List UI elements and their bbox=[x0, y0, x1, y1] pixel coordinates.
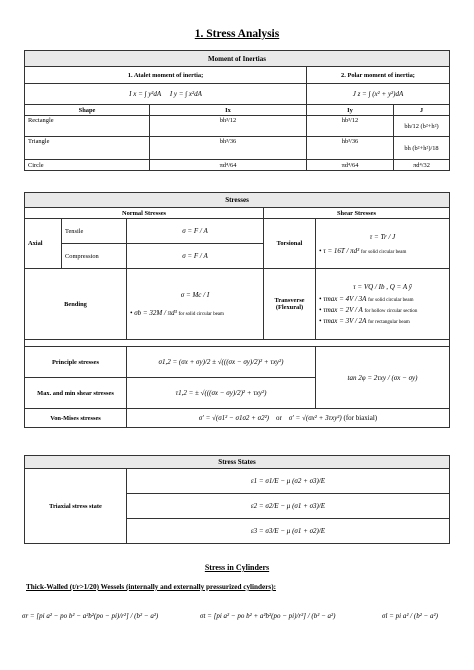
j-cell: bh/12 (b²+h²) bbox=[394, 116, 450, 137]
transverse-2: • τmax = 2V / A bbox=[319, 306, 363, 314]
angle-formula: tan 2φ = 2τxy / (σx − σy) bbox=[316, 347, 450, 409]
col-iy: Iy bbox=[307, 105, 394, 116]
ix-cell: bh³/36 bbox=[150, 137, 307, 160]
ix-cell: πd⁴/64 bbox=[150, 160, 307, 171]
transverse-2-note: for hollow circular section bbox=[364, 309, 418, 314]
tensile-formula: σ = F / A bbox=[127, 219, 264, 244]
iy-cell: hb³/36 bbox=[307, 137, 394, 160]
shear-stresses-header: Shear Stresses bbox=[264, 208, 450, 219]
col-j: J bbox=[394, 105, 450, 116]
moi-header: Moment of Inertias bbox=[25, 51, 450, 67]
principle-label: Principle stresses bbox=[25, 347, 127, 378]
vonmises-or: or bbox=[276, 414, 282, 422]
transverse-label: Transverse (Flexural) bbox=[264, 269, 316, 340]
polar-moi-label: 2. Polar moment of inertia; bbox=[307, 67, 450, 84]
table-row bbox=[25, 160, 450, 171]
bending-label: Bending bbox=[25, 269, 127, 340]
page-title: 1. Stress Analysis bbox=[194, 28, 280, 40]
shape-cell: Circle bbox=[25, 160, 150, 171]
iy-cell: πd⁴/64 bbox=[307, 160, 394, 171]
table-row bbox=[25, 137, 450, 160]
stresses-table bbox=[24, 192, 450, 428]
strain-eq-2: ε2 = σ2/E − μ (σ1 + σ3)/E bbox=[127, 494, 450, 519]
normal-stresses-header: Normal Stresses bbox=[25, 208, 264, 219]
axial-label: Axial bbox=[25, 219, 62, 269]
compression-label: Compression bbox=[62, 244, 127, 269]
transverse-formula: τ = VQ / Ib , Q = A ȳ bbox=[353, 283, 412, 291]
torsion-solid-formula: • τ = 16T / πd³ bbox=[319, 246, 360, 255]
torsion-note: for solid circular beam bbox=[361, 249, 407, 255]
torsion-formula: τ = Tr / J bbox=[369, 232, 396, 241]
torsion-cell bbox=[316, 219, 450, 269]
strain-eq-3: ε3 = σ3/E − μ (σ1 + σ2)/E bbox=[127, 519, 450, 544]
maxshear-label: Max. and min shear stresses bbox=[25, 378, 127, 409]
col-shape: Shape bbox=[25, 105, 150, 116]
j-cell: πd⁴/32 bbox=[394, 160, 450, 171]
triaxial-label: Triaxial stress state bbox=[25, 469, 127, 544]
stress-states-table bbox=[24, 455, 450, 544]
longitudinal-stress-eq: σl = pi a² / (b² − a²) bbox=[382, 612, 438, 620]
iy-formula: I y = ∫ x²dA bbox=[169, 90, 202, 98]
bending-cell bbox=[127, 269, 264, 340]
iy-cell: hb³/12 bbox=[307, 116, 394, 137]
transverse-1-note: for solid circular beam bbox=[368, 298, 414, 303]
tensile-label: Tensile bbox=[62, 219, 127, 244]
axial-moi-formulas bbox=[25, 84, 307, 105]
moment-of-inertia-table bbox=[24, 50, 450, 171]
vonmises-biaxial: (for biaxial) bbox=[343, 414, 378, 422]
j-cell: bh (b²+h²)/18 bbox=[394, 137, 450, 160]
radial-stress-eq: σr = [pi a² − po b² − a²b²(po − pi)/r²] / (b² − a²) bbox=[22, 612, 159, 620]
transverse-3-note: for rectangular beam bbox=[368, 320, 410, 325]
stress-states-header: Stress States bbox=[25, 456, 450, 469]
stresses-header: Stresses bbox=[25, 193, 450, 208]
ix-cell: bh³/12 bbox=[150, 116, 307, 137]
torsional-label: Torsional bbox=[264, 219, 316, 269]
transverse-3: • τmax = 3V / 2A bbox=[319, 317, 367, 325]
transverse-cell bbox=[316, 269, 450, 340]
vonmises-formula-2: σ' = √(σx² + 3τxy²) bbox=[288, 414, 342, 422]
spacer-row bbox=[25, 340, 450, 347]
shape-cell: Rectangle bbox=[25, 116, 150, 137]
bending-solid-formula: • σb = 32M / πd³ bbox=[130, 309, 177, 317]
bending-note: for solid circular beam bbox=[178, 312, 224, 317]
vonmises-formula: σ' = √(σ1² − σ1σ2 + σ2²) bbox=[198, 414, 270, 422]
vonmises-cell bbox=[127, 409, 450, 428]
tangential-stress-eq: σt = [pi a² − po b² + a²b²(po − pi)/r²] / (b² − a²) bbox=[200, 612, 336, 620]
table-row bbox=[25, 116, 450, 137]
bending-formula: σ = Mc / I bbox=[180, 291, 210, 299]
compression-formula: σ = F / A bbox=[127, 244, 264, 269]
vonmises-label: Von-Mises stresses bbox=[25, 409, 127, 428]
cylinders-subtitle: Thick-Walled (t/r>1/20) Wessels (internally and externally pressurized cylinders): bbox=[26, 583, 276, 591]
principle-formula: σ1,2 = (σx + σy)/2 ± √(((σx − σy)/2)² + τxy²) bbox=[127, 347, 316, 378]
cylinders-title: Stress in Cylinders bbox=[204, 563, 270, 572]
col-ix: Ix bbox=[150, 105, 307, 116]
maxshear-formula: τ1,2 = ± √(((σx − σy)/2)² + τxy²) bbox=[127, 378, 316, 409]
strain-eq-1: ε1 = σ1/E − μ (σ2 + σ3)/E bbox=[127, 469, 450, 494]
ix-formula: I x = ∫ y²dA bbox=[129, 90, 162, 98]
shape-cell: Triangle bbox=[25, 137, 150, 160]
transverse-1: • τmax = 4V / 3A bbox=[319, 295, 367, 303]
axial-moi-label: 1. Atalet moment of inertia; bbox=[25, 67, 307, 84]
j-formula: J z = ∫ (x² + y²)dA bbox=[307, 84, 450, 105]
